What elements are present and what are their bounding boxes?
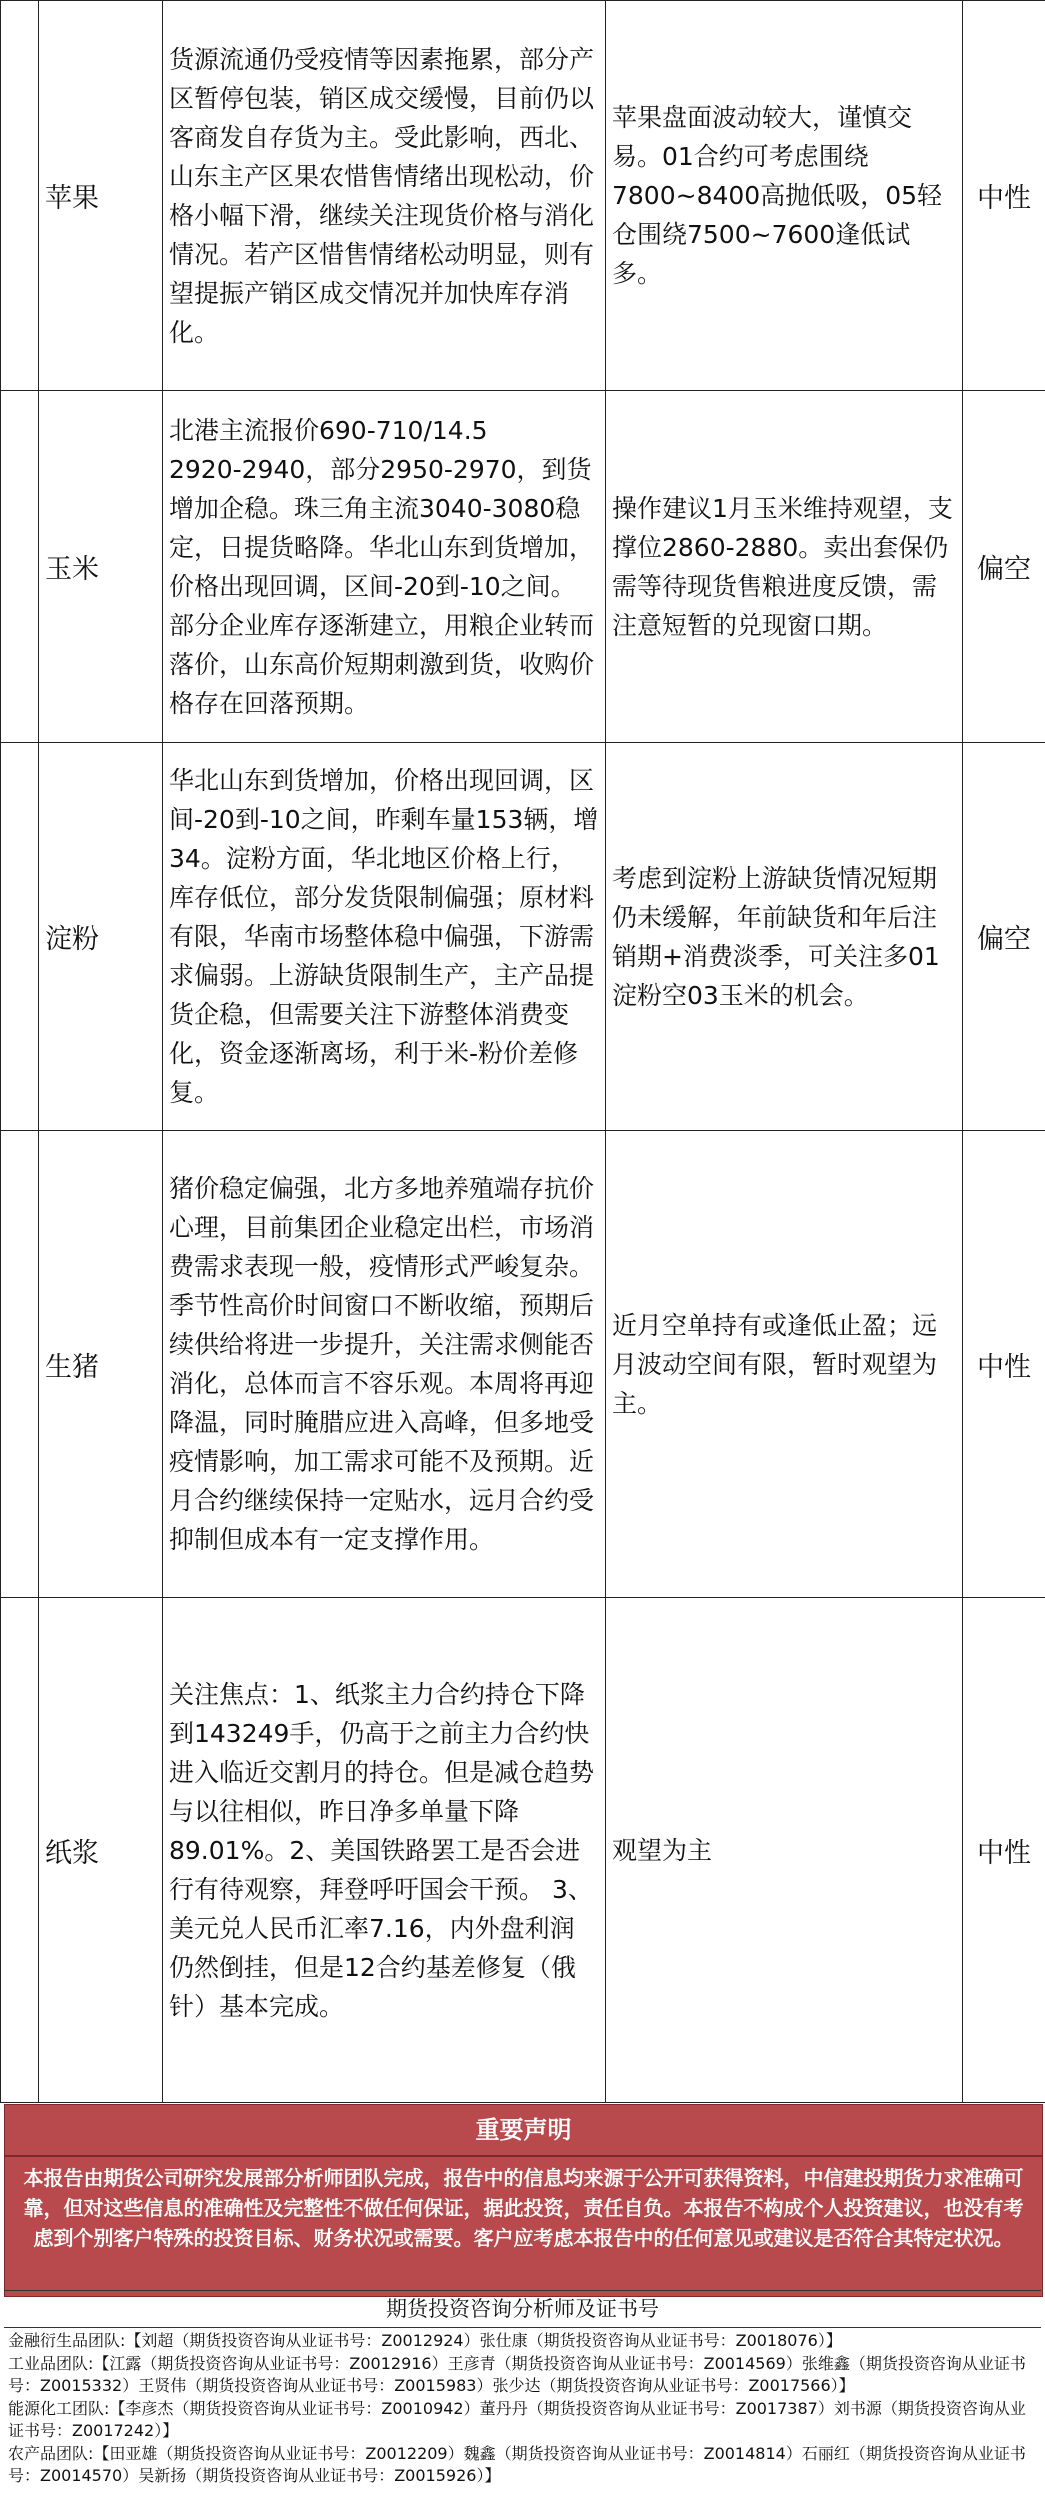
trading-strategy: 近月空单持有或逢低止盈；远月波动空间有限，暂时观望为主。 <box>606 1131 963 1598</box>
market-analysis: 华北山东到货增加，价格出现回调，区间-20到-10之间，昨剩车量153辆，增34。淀粉方面，华北地区价格上行，库存低位，部分发货限制偏强；原材料有限，华南市场整体稳中偏强，下游需求偏弱。上游缺货限制生产，主产品提货企稳，但需要关注下游整体消费变化，资金逐渐离场，利于米-粉价差修复。 <box>163 743 606 1131</box>
trading-strategy: 考虑到淀粉上游缺货情况短期仍未缓解，年前缺货和年后注销期+消费淡季，可关注多01淀粉空03玉米的机会。 <box>606 743 963 1131</box>
row-margin <box>1 391 39 743</box>
product-name: 生猪 <box>39 1131 163 1598</box>
market-analysis: 猪价稳定偏强，北方多地养殖端存抗价心理，目前集团企业稳定出栏，市场消费需求表现一般，疫情形式严峻复杂。季节性高价时间窗口不断收缩，预期后续供给将进一步提升，关注需求侧能否消化，总体而言不容乐观。本周将再迎降温，同时腌腊应进入高峰，但多地受疫情影响，加工需求可能不及预期。近月合约继续保持一定贴水，远月合约受抑制但成本有一定支撑作用。 <box>163 1131 606 1598</box>
disclaimer-title: 重要声明 <box>4 2104 1043 2156</box>
market-analysis: 关注焦点：1、纸浆主力合约持仓下降到143249手，仍高于之前主力合约快进入临近交割月的持仓。但是减仓趋势与以往相似，昨日净多单量下降89.01%。2、美国铁路罢工是否会进行有待观察，拜登呼吁国会干预。 3、美元兑人民币汇率7.16，内外盘利润仍然倒挂，但是12合约基差修复（俄针）基本完成。 <box>163 1598 606 2103</box>
market-analysis: 货源流通仍受疫情等因素拖累，部分产区暂停包装，销区成交缓慢，目前仍以客商发自存货为主。受此影响，西北、山东主产区果农惜售情绪出现松动，价格小幅下滑，继续关注现货价格与消化情况。若产区惜售情绪松动明显，则有望提振产销区成交情况并加快库存消化。 <box>163 1 606 391</box>
table-row <box>1 1598 1045 2103</box>
product-name: 苹果 <box>39 1 163 391</box>
market-view: 中性 <box>963 1 1045 391</box>
table-row <box>1 391 1045 743</box>
market-view: 偏空 <box>963 391 1045 743</box>
table-row <box>1 743 1045 1131</box>
market-view: 中性 <box>963 1598 1045 2103</box>
product-name: 纸浆 <box>39 1598 163 2103</box>
market-view: 中性 <box>963 1131 1045 1598</box>
table-row <box>1 1 1045 391</box>
analyst-team-line: 工业品团队:【江露（期货投资咨询从业证书号：Z0012916）王彦青（期货投资咨询从业证书号：Z0014569）张维鑫（期货投资咨询从业证书号：Z0015332）王贤伟（期货投资咨询从业证书号：Z0015983）张少达（期货投资咨询从业证书号：Z0017566）】 <box>8 2353 1026 2395</box>
product-name: 玉米 <box>39 391 163 743</box>
analyst-list <box>4 2330 1045 2510</box>
trading-strategy: 观望为主 <box>606 1598 963 2103</box>
row-margin <box>1 1 39 391</box>
trading-strategy: 操作建议1月玉米维持观望，支撑位2860-2880。卖出套保仍需等待现货售粮进度反馈，需注意短暂的兑现窗口期。 <box>606 391 963 743</box>
row-margin <box>1 1131 39 1598</box>
row-margin <box>1 1598 39 2103</box>
trading-strategy: 苹果盘面波动较大，谨慎交易。01合约可考虑围绕7800~8400高抛低吸，05轻仓围绕7500~7600逢低试多。 <box>606 1 963 391</box>
market-view: 偏空 <box>963 743 1045 1131</box>
analyst-team-line: 能源化工团队:【李彦杰（期货投资咨询从业证书号：Z0010942）董丹丹（期货投资咨询从业证书号：Z0017387）刘书源（期货投资咨询从业证书号：Z0017242）】 <box>8 2398 1026 2440</box>
analyst-team-line: 金融衍生品团队:【刘超（期货投资咨询从业证书号：Z0012924）张仕康（期货投资咨询从业证书号：Z0018076）】 <box>8 2331 842 2350</box>
disclaimer-body: 本报告由期货公司研究发展部分析师团队完成，报告中的信息均来源于公开可获得资料，中信建投期货力求准确可靠，但对这些信息的准确性及完整性不做任何保证，据此投资，责任自负。本报告不构成个人投资建议，也没有考虑到个别客户特殊的投资目标、财务状况或需要。客户应考虑本报告中的任何意见或建议是否符合其特定状况。 <box>4 2156 1043 2297</box>
market-analysis: 北港主流报价690-710/14.5 2920-2940，部分2950-2970，到货增加企稳。珠三角主流3040-3080稳定，日提货略降。华北山东到货增加，价格出现回调，区间-20到-10之间。部分企业库存逐渐建立，用粮企业转而落价，山东高价短期刺激到货，收购价格存在回落预期。 <box>163 391 606 743</box>
table-row <box>1 1131 1045 1598</box>
product-name: 淀粉 <box>39 743 163 1131</box>
analyst-section-title: 期货投资咨询分析师及证书号 <box>4 2290 1041 2328</box>
analyst-team-line: 农产品团队:【田亚雄（期货投资咨询从业证书号：Z0012209）魏鑫（期货投资咨询从业证书号：Z0014814）石丽红（期货投资咨询从业证书号：Z0014570）吴新扬（期货投资咨询从业证书号：Z0015926）】 <box>8 2443 1026 2485</box>
row-margin <box>1 743 39 1131</box>
